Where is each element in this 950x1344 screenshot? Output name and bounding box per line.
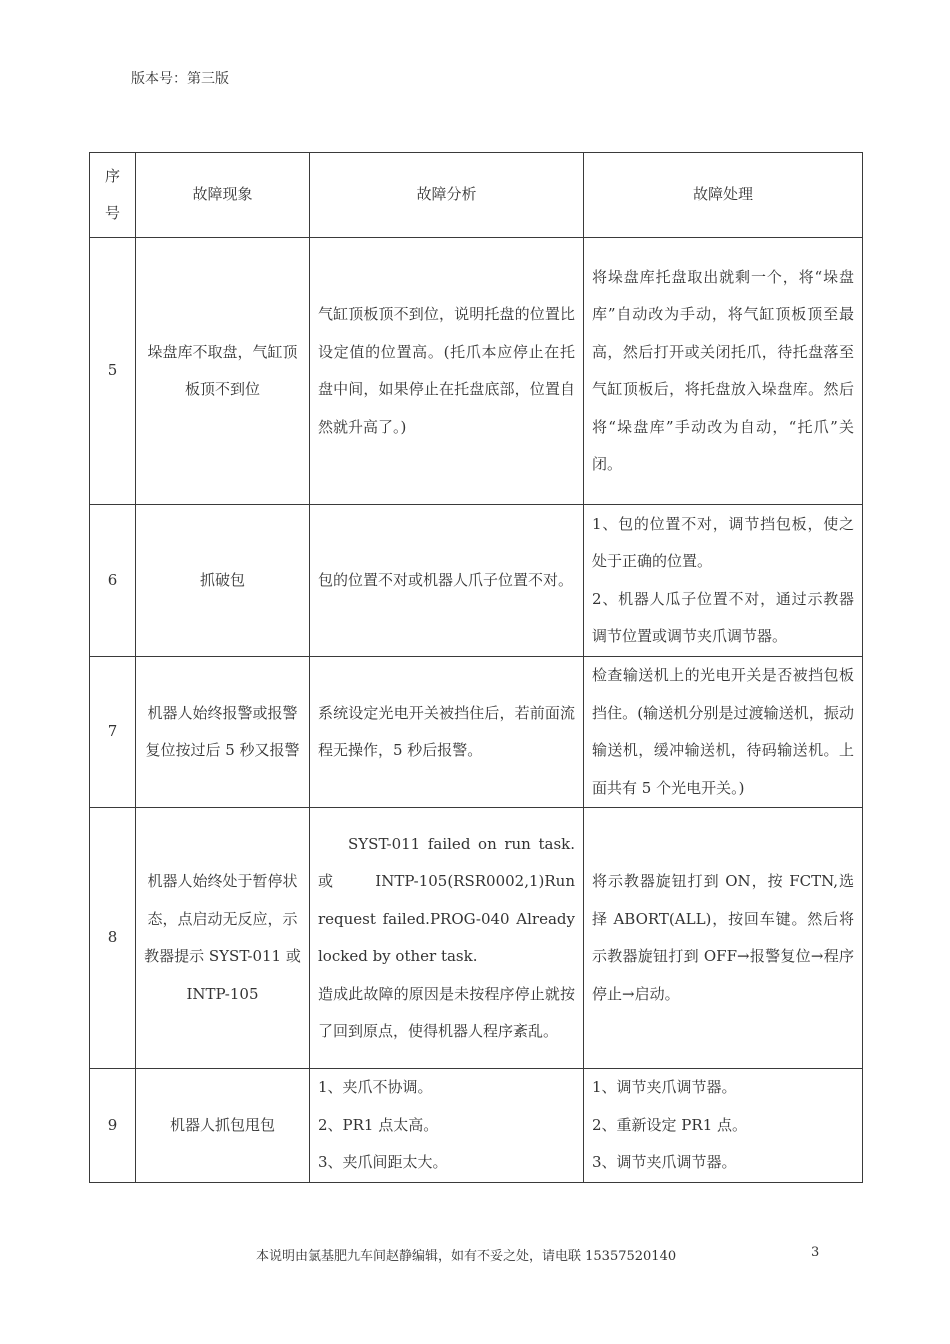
footer-note: 本说明由氯基肥九车间赵静编辑，如有不妥之处，请电联 15357520140 xyxy=(256,1249,677,1264)
solution-text: 1、包的位置不对，调节挡包板，使之处于正确的位置。 xyxy=(592,514,854,570)
row-analysis xyxy=(310,505,584,657)
solution-text: 将示教器旋钮打到 ON，按 FCTN,选择 ABORT(ALL)，按回车键。然后将示教器旋钮打到 OFF→报警复位→程序停止→启动。 xyxy=(592,872,854,1003)
table-row xyxy=(90,1069,863,1183)
table-row xyxy=(90,808,863,1069)
analysis-text: 3、夹爪间距太大。 xyxy=(318,1153,448,1172)
fault-table xyxy=(89,152,863,1183)
row-symptom: 机器人始终处于暂停状态，点启动无反应，示教器提示 SYST-011 或 INTP-105 xyxy=(136,808,310,1069)
row-num: 9 xyxy=(90,1069,136,1183)
version-label: 版本号：第三版 xyxy=(131,71,229,87)
analysis-text: 造成此故障的原因是未按程序停止就按了回到原点，使得机器人程序紊乱。 xyxy=(318,984,575,1040)
row-symptom: 垛盘库不取盘，气缸顶板顶不到位 xyxy=(136,238,310,505)
row-symptom: 机器人始终报警或报警复位按过后 5 秒又报警 xyxy=(136,657,310,808)
analysis-text: 系统设定光电开关被挡住后，若前面流程无操作，5 秒后报警。 xyxy=(318,703,575,759)
analysis-text: 2、PR1 点太高。 xyxy=(318,1115,439,1134)
header-symptom: 故障现象 xyxy=(136,153,310,238)
row-analysis xyxy=(310,238,584,505)
row-solution xyxy=(584,238,863,505)
header-solution: 故障处理 xyxy=(584,153,863,238)
row-solution xyxy=(584,1069,863,1183)
solution-text: 将垛盘库托盘取出就剩一个，将“垛盘库”自动改为手动，将气缸顶板顶至最高，然后打开或关闭托爪，待托盘落至气缸顶板后，将托盘放入垛盘库。然后将“垛盘库”手动改为自动，“托爪”关闭。 xyxy=(592,267,854,473)
row-analysis xyxy=(310,657,584,808)
analysis-text: 1、夹爪不协调。 xyxy=(318,1078,433,1097)
analysis-text: 包的位置不对或机器人爪子位置不对。 xyxy=(318,570,574,589)
row-solution xyxy=(584,657,863,808)
table-row xyxy=(90,657,863,808)
solution-text: 2、重新设定 PR1 点。 xyxy=(592,1115,748,1134)
row-analysis xyxy=(310,1069,584,1183)
analysis-text: SYST-011 failed on run task.或 INTP-105(RSR0002,1)Run request failed.PROG-040 Already locked by other task. xyxy=(318,834,575,965)
row-solution xyxy=(584,505,863,657)
table-header-row xyxy=(90,153,863,238)
solution-text: 3、调节夹爪调节器。 xyxy=(592,1153,737,1172)
table-row xyxy=(90,238,863,505)
row-symptom: 抓破包 xyxy=(136,505,310,657)
row-symptom: 机器人抓包甩包 xyxy=(136,1069,310,1183)
row-num: 7 xyxy=(90,657,136,808)
row-analysis xyxy=(310,808,584,1069)
row-num: 8 xyxy=(90,808,136,1069)
solution-text: 检查输送机上的光电开关是否被挡包板挡住。(输送机分别是过渡输送机，振动输送机，缓冲输送机，待码输送机。上面共有 5 个光电开关。) xyxy=(592,666,854,797)
analysis-text: 气缸顶板顶不到位，说明托盘的位置比设定值的位置高。(托爪本应停止在托盘中间，如果停止在托盘底部，位置自然就升高了。) xyxy=(318,305,575,436)
solution-text: 2、机器人瓜子位置不对，通过示教器调节位置或调节夹爪调节器。 xyxy=(592,589,854,645)
header-analysis: 故障分析 xyxy=(310,153,584,238)
row-num: 6 xyxy=(90,505,136,657)
row-solution xyxy=(584,808,863,1069)
table-row xyxy=(90,505,863,657)
header-num: 序 号 xyxy=(90,153,136,238)
solution-text: 1、调节夹爪调节器。 xyxy=(592,1078,737,1097)
row-num: 5 xyxy=(90,238,136,505)
page-number: 3 xyxy=(811,1245,820,1260)
